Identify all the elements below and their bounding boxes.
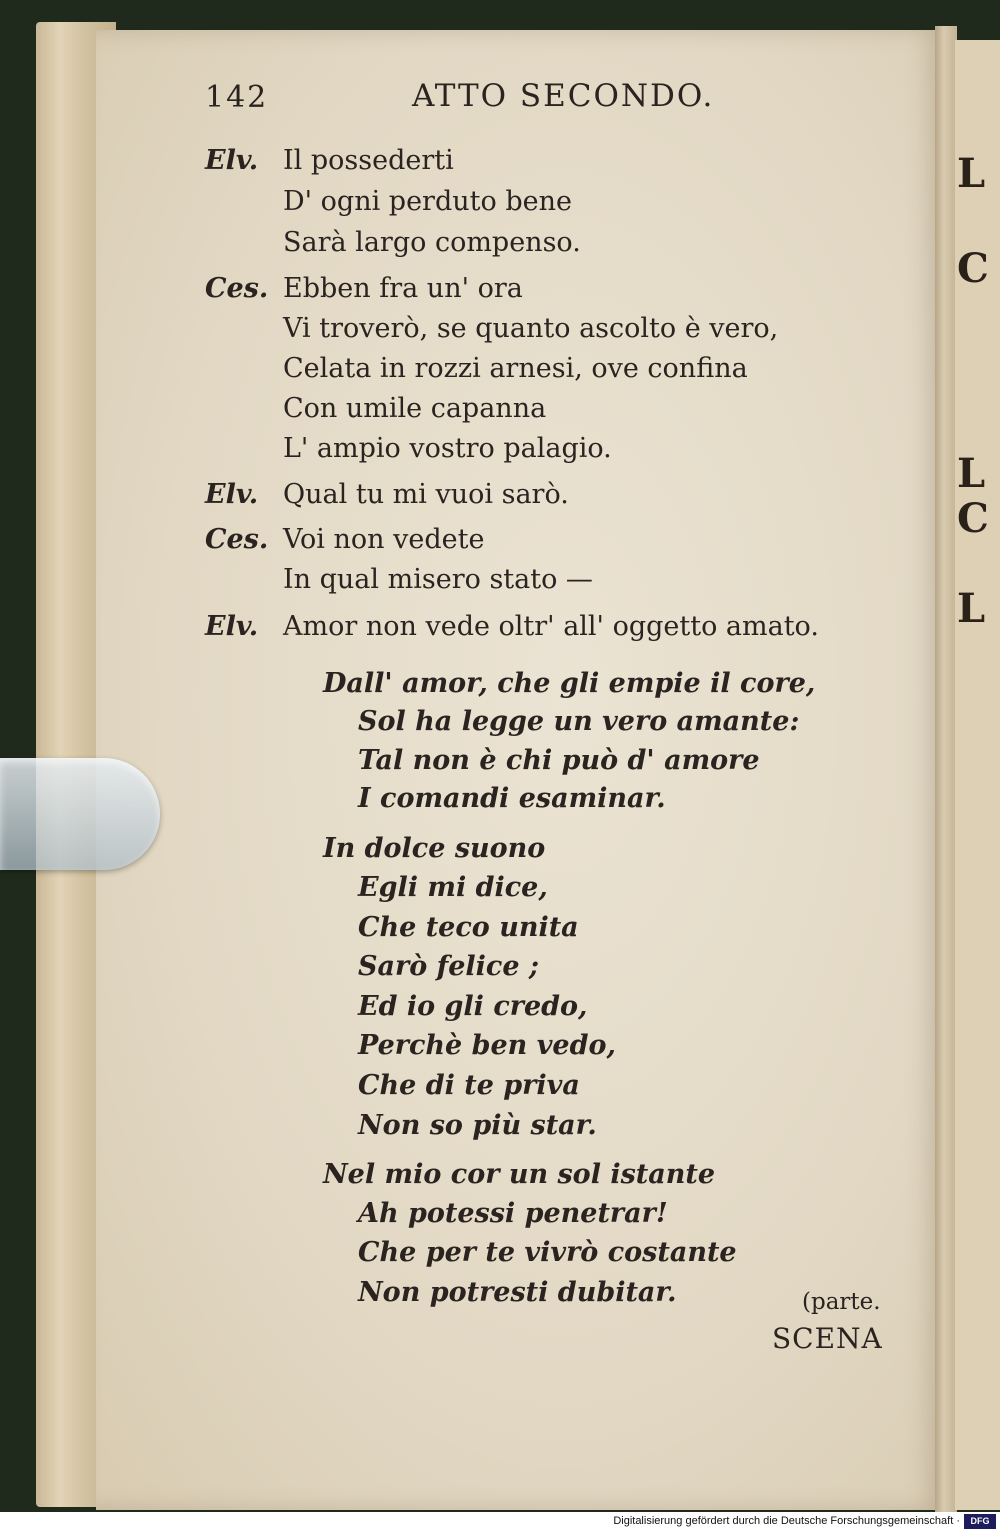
aria-line: Egli mi dice, [358,872,548,903]
verse-line: Vi troverò, se quanto ascolto è vero, [283,313,779,344]
verse-line: Con umile capanna [283,393,547,424]
speaker-label: Elv. [205,479,259,510]
aria-line: Tal non è chi può d' amore [358,745,760,776]
aria-line: Non so più star. [358,1110,597,1141]
aria-line: Che per te vivrò costante [358,1237,737,1268]
book-gutter [935,26,957,1514]
dfg-logo: DFG [964,1514,996,1529]
facing-page-edge [955,40,1000,1510]
aria-line: Sarò felice ; [358,951,539,982]
verse-line: Celata in rozzi arnesi, ove confina [283,353,748,384]
stage-direction: (parte. [802,1289,881,1315]
aria-line: Nel mio cor un sol istante [323,1159,716,1190]
catchword: SCENA [772,1322,883,1355]
funding-credit: Digitalisierung gefördert durch die Deutsche Forschungsgemeinschaft · [613,1515,960,1527]
aria-line: Che di te priva [358,1070,580,1101]
running-head: ATTO SECONDO. [412,78,715,114]
verse-line: Voi non vedete [283,524,485,555]
aria-line: Non potresti dubitar. [358,1277,677,1308]
aria-line: Ed io gli credo, [358,991,588,1022]
verse-line: D' ogni perduto bene [283,186,572,217]
facing-page-glyph: L [957,585,986,632]
aria-line: I comandi esaminar. [358,783,666,814]
aria-line: In dolce suono [323,833,546,864]
aria-line: Dall' amor, che gli empie il core, [323,668,816,699]
speaker-label: Elv. [205,145,259,176]
speaker-label: Ces. [205,524,269,555]
facing-page-glyph: L [957,450,986,497]
page-number: 142 [205,80,269,115]
bookmark-clip [0,758,160,870]
facing-page-glyph: C [957,245,989,292]
digitization-footer [0,1512,1000,1532]
facing-page-glyph: C [957,495,989,542]
aria-line: Che teco unita [358,912,579,943]
speaker-label: Ces. [205,273,269,304]
aria-line: Sol ha legge un vero amante: [358,706,800,737]
facing-page-glyph: L [957,150,986,197]
verse-line: Il possederti [283,145,454,176]
verse-line: Ebben fra un' ora [283,273,523,304]
verse-line: In qual misero stato — [283,564,593,595]
verse-line: Sarà largo compenso. [283,227,581,258]
aria-line: Ah potessi penetrar! [358,1198,668,1229]
aria-line: Perchè ben vedo, [358,1030,616,1061]
speaker-label: Elv. [205,611,259,642]
verse-line: Amor non vede oltr' all' oggetto amato. [283,611,819,642]
verse-line: L' ampio vostro palagio. [283,433,612,464]
verse-line: Qual tu mi vuoi sarò. [283,479,569,510]
